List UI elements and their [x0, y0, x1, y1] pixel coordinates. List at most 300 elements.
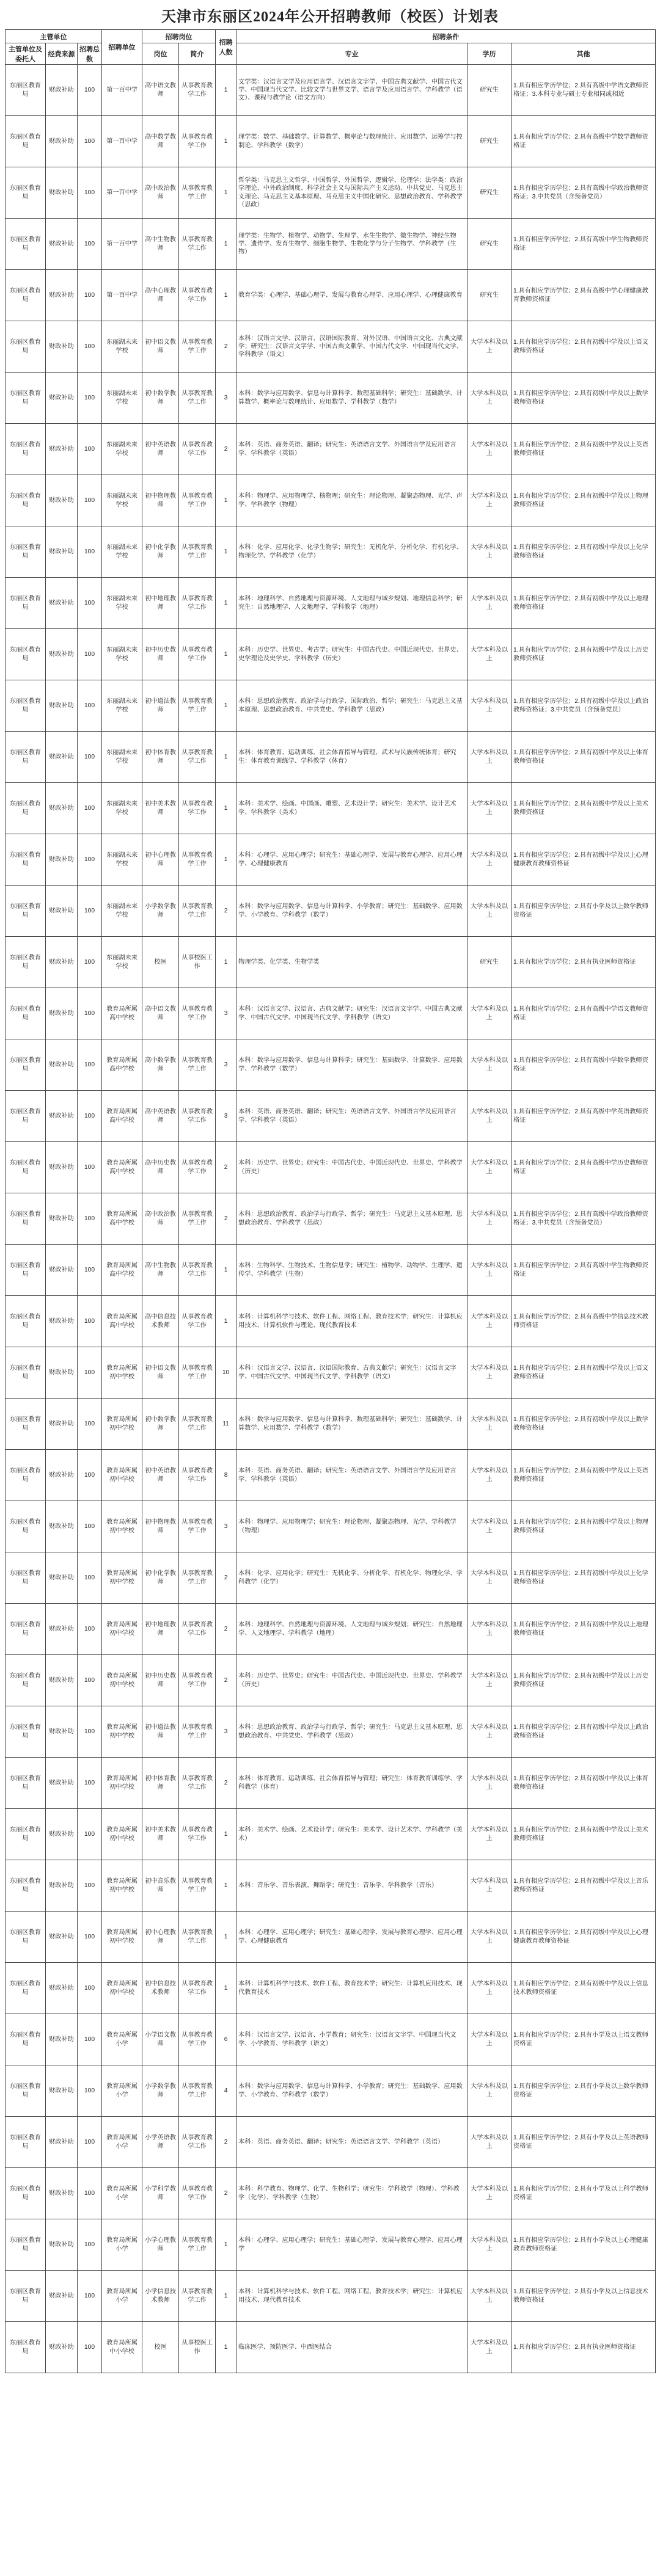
header-conditions: 招聘条件	[237, 30, 656, 43]
recruit-unit-cell: 教育局所属小学	[102, 2014, 142, 2065]
education-cell: 大学本科及以上	[468, 1860, 512, 1912]
other-cell: 1.具有相应学历学位；2.具有高级中学政治教师资格证；3.中共党员（含预备党员）	[512, 167, 656, 219]
major-cell: 本科：历史学、世界史、考古学；研究生：中国古代史、中国近现代史、世界史、史学理论及史学史、学科教学（历史）	[237, 629, 468, 680]
table-row	[6, 1604, 656, 1655]
other-cell: 1.具有相应学历学位；2.具有高级中学心理健康教育教师资格证	[512, 270, 656, 321]
funding-cell: 财政补助	[46, 1655, 78, 1706]
duty-cell: 从事教育教学工作	[179, 1091, 216, 1142]
table-row	[6, 219, 656, 270]
duty-cell: 从事教育教学工作	[179, 1655, 216, 1706]
count-cell: 2	[216, 424, 237, 475]
count-cell: 1	[216, 1245, 237, 1296]
count-cell: 1	[216, 2322, 237, 2373]
other-cell: 1.具有相应学历学位；2.具有初级中学及以上美术教师资格证	[512, 783, 656, 834]
other-cell: 1.具有相应学历学位；2.具有高级中学生物教师资格证	[512, 219, 656, 270]
total-cell: 100	[78, 629, 102, 680]
other-cell: 1.具有相应学历学位；2.具有高级中学信息技术教师资格证	[512, 1296, 656, 1347]
other-cell: 1.具有相应学历学位；2.具有小学及以上英语教师资格证	[512, 2117, 656, 2168]
education-cell: 大学本科及以上	[468, 1655, 512, 1706]
total-cell: 100	[78, 321, 102, 373]
position-cell: 高中历史教师	[142, 1142, 179, 1193]
funding-cell: 财政补助	[46, 937, 78, 988]
count-cell: 4	[216, 2065, 237, 2117]
table-row	[6, 475, 656, 526]
major-cell: 本科：汉语言文学、汉语言、小学教育；研究生：汉语言文字学、中国现当代文学、小学教育、学科教学（语文）	[237, 2014, 468, 2065]
header-count: 招聘人数	[216, 30, 237, 65]
recruit-unit-cell: 东丽湖未来学校	[102, 937, 142, 988]
education-cell: 大学本科及以上	[468, 475, 512, 526]
recruit-unit-cell: 教育局所属初中学校	[102, 1963, 142, 2014]
count-cell: 2	[216, 1758, 237, 1809]
header-competent-unit: 主管单位	[6, 30, 102, 43]
table-row	[6, 1809, 656, 1860]
recruit-unit-cell: 教育局所属中小学校	[102, 2322, 142, 2373]
duty-cell: 从事教育教学工作	[179, 1912, 216, 1963]
funding-cell: 财政补助	[46, 475, 78, 526]
other-cell: 1.具有相应学历学位；2.具有高级中学政治教师资格证；3.中共党员（含预备党员）	[512, 1193, 656, 1245]
education-cell: 大学本科及以上	[468, 2117, 512, 2168]
other-cell: 1.具有相应学历学位；2.具有初级中学及以上化学教师资格证	[512, 526, 656, 578]
education-cell: 大学本科及以上	[468, 373, 512, 424]
recruit-unit-cell: 教育局所属小学	[102, 2219, 142, 2271]
table-row	[6, 1706, 656, 1758]
count-cell: 1	[216, 2271, 237, 2322]
total-cell: 100	[78, 2271, 102, 2322]
total-cell: 100	[78, 1552, 102, 1604]
funding-cell: 财政补助	[46, 526, 78, 578]
duty-cell: 从事教育教学工作	[179, 167, 216, 219]
funding-cell: 财政补助	[46, 1091, 78, 1142]
competent-unit-cell: 东丽区教育局	[6, 1193, 46, 1245]
other-cell: 1.具有相应学历学位；2.具有初级中学及以上美术教师资格证	[512, 1809, 656, 1860]
duty-cell: 从事教育教学工作	[179, 116, 216, 167]
recruit-unit-cell: 教育局所属高中学校	[102, 1142, 142, 1193]
table-row	[6, 373, 656, 424]
other-cell: 1.具有相应学历学位；2.具有初级中学及以上英语教师资格证	[512, 424, 656, 475]
funding-cell: 财政补助	[46, 1912, 78, 1963]
count-cell: 1	[216, 1296, 237, 1347]
other-cell: 1.具有相应学历学位；2.具有初级中学及以上物理教师资格证	[512, 1501, 656, 1552]
other-cell: 1.具有相应学历学位；2.具有初级中学及以上心理健康教育教师资格证	[512, 834, 656, 886]
funding-cell: 财政补助	[46, 2014, 78, 2065]
position-cell: 高中信息技术教师	[142, 1296, 179, 1347]
position-cell: 初中美术教师	[142, 1809, 179, 1860]
competent-unit-cell: 东丽区教育局	[6, 321, 46, 373]
duty-cell: 从事教育教学工作	[179, 219, 216, 270]
total-cell: 100	[78, 1860, 102, 1912]
table-row	[6, 65, 656, 116]
funding-cell: 财政补助	[46, 167, 78, 219]
major-cell: 本科：物理学、应用物理学；研究生：理论物理、凝聚态物理、光学、学科教学（物理）	[237, 1501, 468, 1552]
competent-unit-cell: 东丽区教育局	[6, 1655, 46, 1706]
major-cell: 本科：体育教育、运动训练、社会体育指导与管理；研究生：体育教育训练学、学科教学（体育）	[237, 1758, 468, 1809]
other-cell: 1.具有相应学历学位；2.具有初级中学及以上语文教师资格证	[512, 321, 656, 373]
total-cell: 100	[78, 167, 102, 219]
education-cell: 大学本科及以上	[468, 1296, 512, 1347]
funding-cell: 财政补助	[46, 1706, 78, 1758]
competent-unit-cell: 东丽区教育局	[6, 219, 46, 270]
funding-cell: 财政补助	[46, 373, 78, 424]
major-cell: 本科：英语、商务英语、翻译；研究生：英语语言文学、学科教学（英语）	[237, 2117, 468, 2168]
major-cell: 本科：英语、商务英语、翻译；研究生：英语语言文学、外国语言学及应用语言学、学科教学（英语）	[237, 1091, 468, 1142]
recruit-unit-cell: 东丽湖未来学校	[102, 886, 142, 937]
recruit-unit-cell: 教育局所属初中学校	[102, 1501, 142, 1552]
total-cell: 100	[78, 1963, 102, 2014]
major-cell: 本科：思想政治教育、政治学与行政学、哲学；研究生：马克思主义基本原理、思想政治教育、中共党史、学科教学（思政）	[237, 1706, 468, 1758]
count-cell: 8	[216, 1450, 237, 1501]
recruit-unit-cell: 教育局所属初中学校	[102, 1758, 142, 1809]
duty-cell: 从事教育教学工作	[179, 2168, 216, 2219]
funding-cell: 财政补助	[46, 732, 78, 783]
recruit-unit-cell: 教育局所属初中学校	[102, 1399, 142, 1450]
other-cell: 1.具有相应学历学位；2.具有高级中学语文教师资格证；3.本科专业与硕士专业相同或相近	[512, 65, 656, 116]
other-cell: 1.具有相应学历学位；2.具有高级中学历史教师资格证	[512, 1142, 656, 1193]
total-cell: 100	[78, 1758, 102, 1809]
duty-cell: 从事教育教学工作	[179, 1706, 216, 1758]
competent-unit-cell: 东丽区教育局	[6, 1245, 46, 1296]
position-cell: 小学数学教师	[142, 886, 179, 937]
total-cell: 100	[78, 988, 102, 1039]
recruit-unit-cell: 教育局所属初中学校	[102, 1706, 142, 1758]
duty-cell: 从事教育教学工作	[179, 1296, 216, 1347]
education-cell: 大学本科及以上	[468, 1706, 512, 1758]
count-cell: 3	[216, 1039, 237, 1091]
funding-cell: 财政补助	[46, 1809, 78, 1860]
duty-cell: 从事教育教学工作	[179, 321, 216, 373]
recruit-unit-cell: 教育局所属高中学校	[102, 1039, 142, 1091]
table-row	[6, 167, 656, 219]
position-cell: 初中物理教师	[142, 1501, 179, 1552]
funding-cell: 财政补助	[46, 116, 78, 167]
recruit-unit-cell: 教育局所属高中学校	[102, 1245, 142, 1296]
position-cell: 初中地理教师	[142, 1604, 179, 1655]
table-row	[6, 578, 656, 629]
duty-cell: 从事教育教学工作	[179, 1552, 216, 1604]
count-cell: 3	[216, 1501, 237, 1552]
recruit-unit-cell: 教育局所属高中学校	[102, 1091, 142, 1142]
major-cell: 本科：数学与应用数学、信息与计算科学、小学教育；研究生：基础数学、应用数学、小学教育、学科教学（数学）	[237, 2065, 468, 2117]
major-cell: 本科：数学与应用数学、信息与计算科学、数理基础科学；研究生：基础数学、计算数学、应用数学、学科教学（数学）	[237, 1399, 468, 1450]
duty-cell: 从事教育教学工作	[179, 1501, 216, 1552]
duty-cell: 从事教育教学工作	[179, 2065, 216, 2117]
funding-cell: 财政补助	[46, 219, 78, 270]
major-cell: 本科：汉语言文学、汉语言、汉语国际教育、对外汉语、中国语言文化、古典文献学；研究生：汉语言文字学、中国古典文献学、中国古代文学、中国现当代文学、学科教学（语文）	[237, 321, 468, 373]
duty-cell: 从事教育教学工作	[179, 1809, 216, 1860]
education-cell: 研究生	[468, 270, 512, 321]
position-cell: 小学科学教师	[142, 2168, 179, 2219]
competent-unit-cell: 东丽区教育局	[6, 475, 46, 526]
major-cell: 本科：地理科学、自然地理与资源环境、人文地理与城乡规划；研究生：自然地理学、人文地理学、学科教学（地理）	[237, 1604, 468, 1655]
table-row	[6, 783, 656, 834]
funding-cell: 财政补助	[46, 834, 78, 886]
other-cell: 1.具有相应学历学位；2.具有高级中学生物教师资格证	[512, 1245, 656, 1296]
major-cell: 本科：心理学、应用心理学；研究生：基础心理学、发展与教育心理学、应用心理学、心理健康教育	[237, 1912, 468, 1963]
table-row	[6, 424, 656, 475]
recruit-unit-cell: 东丽湖未来学校	[102, 475, 142, 526]
funding-cell: 财政补助	[46, 2322, 78, 2373]
position-cell: 高中语文教师	[142, 65, 179, 116]
funding-cell: 财政补助	[46, 1501, 78, 1552]
major-cell: 本科：汉语言文学、汉语言、汉语国际教育、古典文献学；研究生：汉语言文字学、中国古代文学、中国现当代文学、学科教学（语文）	[237, 1347, 468, 1399]
recruit-unit-cell: 东丽湖未来学校	[102, 578, 142, 629]
competent-unit-cell: 东丽区教育局	[6, 937, 46, 988]
education-cell: 大学本科及以上	[468, 321, 512, 373]
total-cell: 100	[78, 2117, 102, 2168]
other-cell: 1.具有相应学历学位；2.具有初级中学及以上历史教师资格证	[512, 629, 656, 680]
table-row	[6, 321, 656, 373]
total-cell: 100	[78, 834, 102, 886]
education-cell: 大学本科及以上	[468, 783, 512, 834]
duty-cell: 从事教育教学工作	[179, 475, 216, 526]
recruit-unit-cell: 教育局所属高中学校	[102, 988, 142, 1039]
competent-unit-cell: 东丽区教育局	[6, 373, 46, 424]
position-cell: 初中化学教师	[142, 1552, 179, 1604]
total-cell: 100	[78, 424, 102, 475]
other-cell: 1.具有相应学历学位；2.具有初级中学及以上化学教师资格证	[512, 1552, 656, 1604]
header-position-group: 招聘岗位	[142, 30, 216, 43]
position-cell: 小学心理教师	[142, 2219, 179, 2271]
education-cell: 大学本科及以上	[468, 1809, 512, 1860]
count-cell: 2	[216, 321, 237, 373]
count-cell: 10	[216, 1347, 237, 1399]
total-cell: 100	[78, 2014, 102, 2065]
duty-cell: 从事教育教学工作	[179, 1347, 216, 1399]
count-cell: 1	[216, 578, 237, 629]
recruit-unit-cell: 教育局所属初中学校	[102, 1450, 142, 1501]
education-cell: 大学本科及以上	[468, 680, 512, 732]
major-cell: 理学类：生物学、植物学、动物学、生理学、水生生物学、微生物学、神经生物学、遗传学、发育生物学、细胞生物学、生物化学与分子生物学、学科教学（生物）	[237, 219, 468, 270]
position-cell: 高中政治教师	[142, 167, 179, 219]
total-cell: 100	[78, 1193, 102, 1245]
competent-unit-cell: 东丽区教育局	[6, 1450, 46, 1501]
major-cell: 本科：英语、商务英语、翻译；研究生：英语语言文学、外国语言学及应用语言学、学科教学（英语）	[237, 424, 468, 475]
table-row	[6, 1039, 656, 1091]
major-cell: 本科：心理学、应用心理学；研究生：基础心理学、发展与教育心理学、应用心理学、心理健康教育	[237, 834, 468, 886]
count-cell: 3	[216, 988, 237, 1039]
position-cell: 初中历史教师	[142, 629, 179, 680]
total-cell: 100	[78, 578, 102, 629]
other-cell: 1.具有相应学历学位；2.具有初级中学及以上数学教师资格证	[512, 1399, 656, 1450]
competent-unit-cell: 东丽区教育局	[6, 2219, 46, 2271]
other-cell: 1.具有相应学历学位；2.具有执业医师资格证	[512, 937, 656, 988]
funding-cell: 财政补助	[46, 65, 78, 116]
total-cell: 100	[78, 1245, 102, 1296]
major-cell: 本科：计算机科学与技术、软件工程、网络工程、教育技术学；研究生：计算机应用技术、计算机软件与理论、现代教育技术	[237, 1296, 468, 1347]
duty-cell: 从事教育教学工作	[179, 783, 216, 834]
count-cell: 1	[216, 937, 237, 988]
table-row	[6, 2271, 656, 2322]
other-cell: 1.具有相应学历学位；2.具有初级中学及以上语文教师资格证	[512, 1347, 656, 1399]
recruit-unit-cell: 教育局所属小学	[102, 2271, 142, 2322]
duty-cell: 从事教育教学工作	[179, 834, 216, 886]
position-cell: 高中语文教师	[142, 988, 179, 1039]
table-row	[6, 1655, 656, 1706]
table-row	[6, 629, 656, 680]
major-cell: 本科：美术学、绘画、艺术设计学；研究生：美术学、设计艺术学、学科教学（美术）	[237, 1809, 468, 1860]
education-cell: 研究生	[468, 219, 512, 270]
count-cell: 2	[216, 1142, 237, 1193]
count-cell: 3	[216, 1091, 237, 1142]
table-row	[6, 2014, 656, 2065]
funding-cell: 财政补助	[46, 1347, 78, 1399]
header-other: 其他	[512, 43, 656, 65]
table-row	[6, 886, 656, 937]
major-cell: 本科：数学与应用数学、信息与计算科学、数理基础科学；研究生：基础数学、计算数学、概率论与数理统计、应用数学、学科教学（数学）	[237, 373, 468, 424]
funding-cell: 财政补助	[46, 2219, 78, 2271]
duty-cell: 从事教育教学工作	[179, 886, 216, 937]
education-cell: 研究生	[468, 937, 512, 988]
competent-unit-cell: 东丽区教育局	[6, 1809, 46, 1860]
major-cell: 文学类：汉语言文学及应用语言学、汉语言文字学、中国古典文献学、中国古代文学、中国现当代文学、比较文学与世界文学、语言学及应用语言学、学科教学（语文）、课程与教学论（语文方向）	[237, 65, 468, 116]
total-cell: 100	[78, 1039, 102, 1091]
recruit-unit-cell: 东丽湖未来学校	[102, 424, 142, 475]
other-cell: 1.具有相应学历学位；2.具有高级中学英语教师资格证	[512, 1091, 656, 1142]
recruitment-plan-table	[5, 29, 656, 2373]
position-cell: 高中政治教师	[142, 1193, 179, 1245]
count-cell: 2	[216, 2117, 237, 2168]
table-row	[6, 1552, 656, 1604]
table-row	[6, 1501, 656, 1552]
education-cell: 大学本科及以上	[468, 2219, 512, 2271]
position-cell: 初中体育教师	[142, 732, 179, 783]
table-row	[6, 270, 656, 321]
other-cell: 1.具有相应学历学位；2.具有小学及以上语文教师资格证	[512, 2014, 656, 2065]
document-title: 天津市东丽区2024年公开招聘教师（校医）计划表	[161, 9, 499, 25]
position-cell: 初中数学教师	[142, 1399, 179, 1450]
position-cell: 高中数学教师	[142, 1039, 179, 1091]
other-cell: 1.具有相应学历学位；2.具有小学及以上信息技术教师资格证	[512, 2271, 656, 2322]
total-cell: 100	[78, 1912, 102, 1963]
total-cell: 100	[78, 783, 102, 834]
education-cell: 大学本科及以上	[468, 988, 512, 1039]
total-cell: 100	[78, 2219, 102, 2271]
table-row	[6, 680, 656, 732]
education-cell: 大学本科及以上	[468, 1399, 512, 1450]
major-cell: 本科：心理学、应用心理学；研究生：基础心理学、发展与教育心理学、应用心理学	[237, 2219, 468, 2271]
count-cell: 2	[216, 2168, 237, 2219]
funding-cell: 财政补助	[46, 1245, 78, 1296]
recruit-unit-cell: 东丽湖未来学校	[102, 629, 142, 680]
header-recruit-unit: 招聘单位	[102, 30, 142, 65]
position-cell: 初中语文教师	[142, 321, 179, 373]
funding-cell: 财政补助	[46, 1860, 78, 1912]
total-cell: 100	[78, 1450, 102, 1501]
recruit-unit-cell: 第一百中学	[102, 116, 142, 167]
position-cell: 小学英语教师	[142, 2117, 179, 2168]
header-position-duty: 简介	[179, 43, 216, 65]
other-cell: 1.具有相应学历学位；2.具有初级中学及以上英语教师资格证	[512, 1450, 656, 1501]
recruit-unit-cell: 第一百中学	[102, 270, 142, 321]
major-cell: 本科：历史学、世界史；研究生：中国古代史、中国近现代史、世界史、学科教学（历史）	[237, 1142, 468, 1193]
education-cell: 大学本科及以上	[468, 629, 512, 680]
position-cell: 初中英语教师	[142, 1450, 179, 1501]
count-cell: 1	[216, 1809, 237, 1860]
position-cell: 初中历史教师	[142, 1655, 179, 1706]
header-education: 学历	[468, 43, 512, 65]
duty-cell: 从事教育教学工作	[179, 680, 216, 732]
duty-cell: 从事教育教学工作	[179, 578, 216, 629]
table-row	[6, 1193, 656, 1245]
major-cell: 本科：音乐学、音乐表演、舞蹈学；研究生：音乐学、学科教学（音乐）	[237, 1860, 468, 1912]
recruit-unit-cell: 教育局所属初中学校	[102, 1347, 142, 1399]
competent-unit-cell: 东丽区教育局	[6, 65, 46, 116]
competent-unit-cell: 东丽区教育局	[6, 424, 46, 475]
count-cell: 2	[216, 1193, 237, 1245]
funding-cell: 财政补助	[46, 2117, 78, 2168]
funding-cell: 财政补助	[46, 1399, 78, 1450]
recruit-unit-cell: 东丽湖未来学校	[102, 732, 142, 783]
recruit-unit-cell: 教育局所属高中学校	[102, 1193, 142, 1245]
education-cell: 大学本科及以上	[468, 1450, 512, 1501]
other-cell: 1.具有相应学历学位；2.具有初级中学及以上政治教师资格证；3.中共党员（含预备党员）	[512, 680, 656, 732]
competent-unit-cell: 东丽区教育局	[6, 1347, 46, 1399]
table-row	[6, 2168, 656, 2219]
major-cell: 本科：英语、商务英语、翻译；研究生：英语语言文学、外国语言学及应用语言学、学科教学（英语）	[237, 1450, 468, 1501]
table-row	[6, 1091, 656, 1142]
total-cell: 100	[78, 732, 102, 783]
major-cell: 哲学类：马克思主义哲学、中国哲学、外国哲学、逻辑学、伦理学；法学类：政治学理论、中外政治制度、科学社会主义与国际共产主义运动、中共党史、马克思主义理论、马克思主义基本原理、马克思主义中国化研究、思想政治教育、学科教学（思政）	[237, 167, 468, 219]
education-cell: 大学本科及以上	[468, 1142, 512, 1193]
major-cell: 本科：科学教育、物理学、化学、生物科学；研究生：学科教学（物理）、学科教学（化学）、学科教学（生物）	[237, 2168, 468, 2219]
table-header	[6, 30, 656, 65]
header-competent-unit-name: 主管单位及委托人	[6, 43, 46, 65]
duty-cell: 从事教育教学工作	[179, 1963, 216, 2014]
competent-unit-cell: 东丽区教育局	[6, 270, 46, 321]
recruit-unit-cell: 教育局所属初中学校	[102, 1860, 142, 1912]
funding-cell: 财政补助	[46, 1193, 78, 1245]
table-row	[6, 2065, 656, 2117]
table-row	[6, 2219, 656, 2271]
duty-cell: 从事教育教学工作	[179, 270, 216, 321]
recruit-unit-cell: 教育局所属初中学校	[102, 1655, 142, 1706]
table-row	[6, 116, 656, 167]
education-cell: 大学本科及以上	[468, 1552, 512, 1604]
competent-unit-cell: 东丽区教育局	[6, 1758, 46, 1809]
recruit-unit-cell: 东丽湖未来学校	[102, 373, 142, 424]
count-cell: 1	[216, 65, 237, 116]
funding-cell: 财政补助	[46, 2065, 78, 2117]
position-cell: 小学语文教师	[142, 2014, 179, 2065]
major-cell: 本科：物理学、应用物理学、核物理；研究生：理论物理、凝聚态物理、光学、声学、学科教学（物理）	[237, 475, 468, 526]
header-major: 专业	[237, 43, 468, 65]
table-body	[6, 65, 656, 2373]
total-cell: 100	[78, 937, 102, 988]
competent-unit-cell: 东丽区教育局	[6, 1552, 46, 1604]
duty-cell: 从事教育教学工作	[179, 2117, 216, 2168]
education-cell: 大学本科及以上	[468, 1193, 512, 1245]
competent-unit-cell: 东丽区教育局	[6, 1501, 46, 1552]
total-cell: 100	[78, 2065, 102, 2117]
education-cell: 研究生	[468, 167, 512, 219]
competent-unit-cell: 东丽区教育局	[6, 2271, 46, 2322]
position-cell: 高中生物教师	[142, 219, 179, 270]
major-cell: 本科：数学与应用数学、信息与计算科学、小学教育；研究生：基础数学、应用数学、小学教育、学科教学（数学）	[237, 886, 468, 937]
other-cell: 1.具有相应学历学位；2.具有高级中学语文教师资格证	[512, 988, 656, 1039]
major-cell: 本科：汉语言文学、汉语言、古典文献学；研究生：汉语言文字学、中国古典文献学、中国古代文学、中国现当代文学、学科教学（语文）	[237, 988, 468, 1039]
total-cell: 100	[78, 1091, 102, 1142]
duty-cell: 从事教育教学工作	[179, 1450, 216, 1501]
position-cell: 初中语文教师	[142, 1347, 179, 1399]
recruit-unit-cell: 教育局所属小学	[102, 2065, 142, 2117]
competent-unit-cell: 东丽区教育局	[6, 2168, 46, 2219]
position-cell: 小学数学教师	[142, 2065, 179, 2117]
competent-unit-cell: 东丽区教育局	[6, 629, 46, 680]
education-cell: 大学本科及以上	[468, 2322, 512, 2373]
table-row	[6, 1347, 656, 1399]
funding-cell: 财政补助	[46, 1142, 78, 1193]
count-cell: 6	[216, 2014, 237, 2065]
table-row	[6, 526, 656, 578]
